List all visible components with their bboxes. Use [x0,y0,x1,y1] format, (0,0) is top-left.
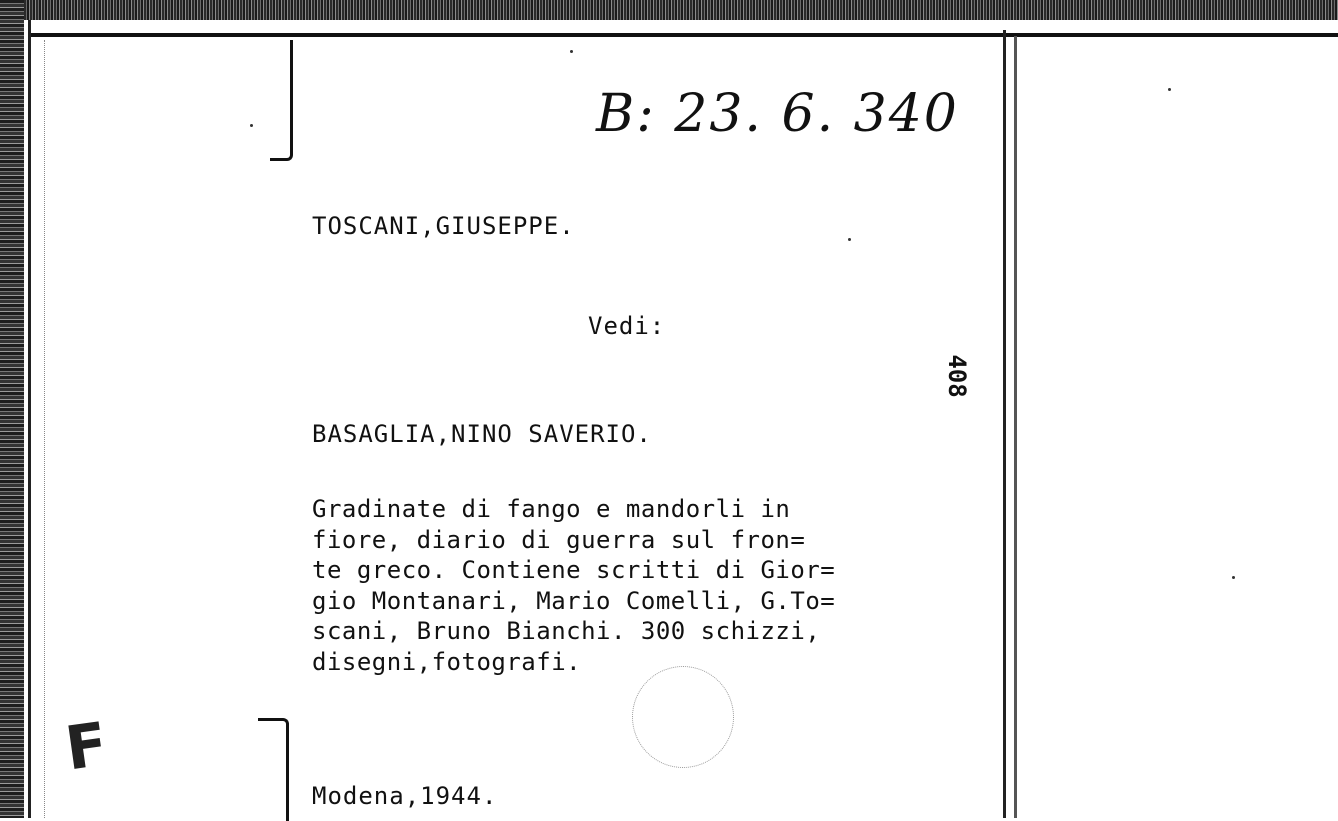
bracket-top [270,40,293,161]
description-line: fiore, diario di guerra sul fron= [312,525,806,554]
scan-edge-top [0,0,1338,20]
description-line: te greco. Contiene scritti di Gior= [312,556,836,584]
description-line: scani, Bruno Bianchi. 300 schizzi, [312,617,821,645]
card-left-border [28,20,31,818]
ink-speck [1232,576,1235,579]
see-reference-label: Vedi: [588,312,666,340]
ink-speck [570,50,573,53]
side-number: 408 [943,354,971,398]
ink-speck [848,238,851,241]
card-left-guide [44,40,46,818]
description-line: gio Montanari, Mario Comelli, G.To= [312,586,836,615]
punch-hole-circle [632,666,734,768]
card-heading: TOSCANI,GIUSEPPE. [312,212,575,240]
scan-edge-left [0,0,24,818]
imprint: Modena,1944. [312,782,498,810]
card-right-border-shadow [1014,36,1017,818]
author-entry: BASAGLIA,NINO SAVERIO. [312,420,652,448]
bracket-bottom [258,718,289,821]
shelfmark-handwritten: B: 23. 6. 340 [596,84,959,144]
description-line: disegni,fotografi. [312,647,582,676]
card-right-border [1003,30,1006,818]
ink-speck [1168,88,1171,91]
card-top-border [30,33,1338,37]
description-line: Gradinate di fango e mandorli in [312,495,791,523]
ink-speck [250,124,253,127]
description-block [312,494,835,677]
margin-letter: F [61,709,112,785]
